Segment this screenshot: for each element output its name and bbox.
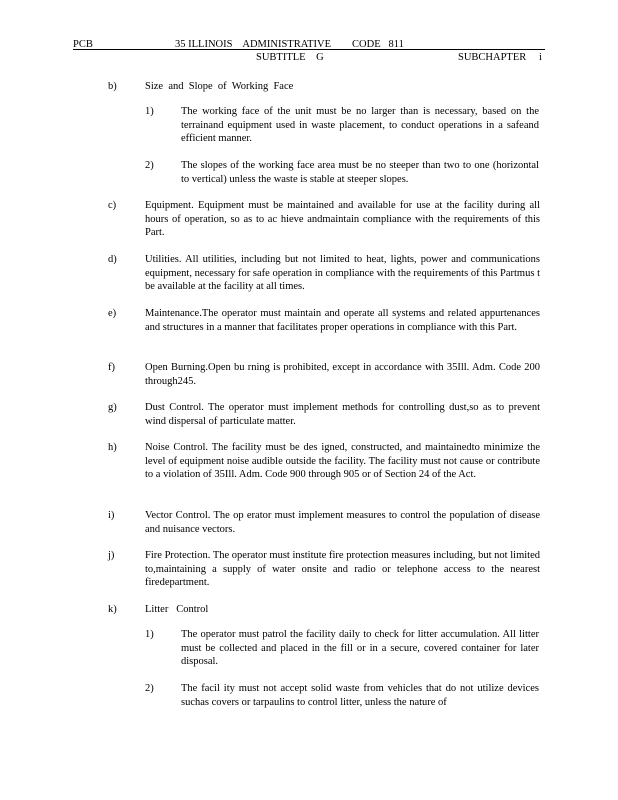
section-k-2-text: The facil ity must not accept solid waste from vehicles that do not utilize devices suchas covers or tarpaulins to control litter, unless the nature of xyxy=(181,683,539,708)
header-rule xyxy=(73,49,545,50)
section-d-label: d) xyxy=(108,254,117,265)
section-g-label: g) xyxy=(108,402,117,413)
section-b-2-label: 2) xyxy=(145,160,154,171)
section-g-text: Dust Control. The operator must implement methods for controlling dust,so as to prevent wind dispersal of particulate matter. xyxy=(145,402,540,427)
section-k-1-text: The operator must patrol the facility daily to check for litter accumulation. All litter must be collected and placed in the fill or in a secure, covered container for later disposal. xyxy=(181,629,539,668)
section-j-text: Fire Protection. The operator must institute fire protection measures including, but not limited to,maintaining a supply of water onsite and radio or telephone access to the nearest firedepartment. xyxy=(145,550,540,589)
section-b-1-text: The working face of the unit must be no larger than is necessary, based on the terrainand equipment used in waste placement, to conduct operations in a safeand efficient manner. xyxy=(181,106,539,145)
section-d-text: Utilities. All utilities, including but not limited to heat, lights, power and communications equipment, necessary for safe operation in compliance with the requirements of this Partmus t be available at the facility at all times. xyxy=(145,254,540,293)
section-h-label: h) xyxy=(108,442,117,453)
header-subchapter: SUBCHAPTER xyxy=(458,52,527,63)
section-b-2-text: The slopes of the working face area must be no steeper than two to one (horizontal to vertical) unless the waste is stable at steeper slopes. xyxy=(181,160,539,185)
section-f-label: f) xyxy=(108,362,115,373)
section-c-text: Equipment. Equipment must be maintained and available for use at the facility during all hours of operation, so as to ac hieve andmaintain compliance with the requirements of this Part. xyxy=(145,200,540,239)
section-j-label: j) xyxy=(108,550,115,561)
section-c-label: c) xyxy=(108,200,117,211)
section-k-label: k) xyxy=(108,604,117,615)
section-k-2-label: 2) xyxy=(145,683,154,694)
section-h-text: Noise Control. The facility must be des igned, constructed, and maintainedto minimize the level of equipment noise audible outside the facility. The facility must not cause or contribute to a violation of 35Ill. Adm. Code 900 through 905 or of Section 24 of the Act. xyxy=(145,442,540,481)
section-b-1-label: 1) xyxy=(145,106,154,117)
section-f-text: Open Burning.Open bu rning is prohibited, except in accordance with 35Ill. Adm. Code 200 through245. xyxy=(145,362,540,387)
section-i-label: i) xyxy=(108,510,115,521)
section-e-text: Maintenance.The operator must maintain and operate all systems and related appurtenances and structures in a manner that facilitates proper operations in compliance with this Part. xyxy=(145,308,540,333)
section-e-label: e) xyxy=(108,308,117,319)
header-right: i xyxy=(539,52,542,63)
header-left: PCB xyxy=(73,39,93,50)
section-k-1-label: 1) xyxy=(145,629,154,640)
header-subtitle: SUBTITLE G xyxy=(256,52,324,63)
header-center: 35 ILLINOIS ADMINISTRATIVE CODE 811 xyxy=(175,39,404,50)
section-k-title: Litter Control xyxy=(145,604,209,615)
section-b-label: b) xyxy=(108,81,117,92)
section-i-text: Vector Control. The op erator must implement measures to control the population of disease and nuisance vectors. xyxy=(145,510,540,535)
section-b-title: Size and Slope of Working Face xyxy=(145,81,294,92)
